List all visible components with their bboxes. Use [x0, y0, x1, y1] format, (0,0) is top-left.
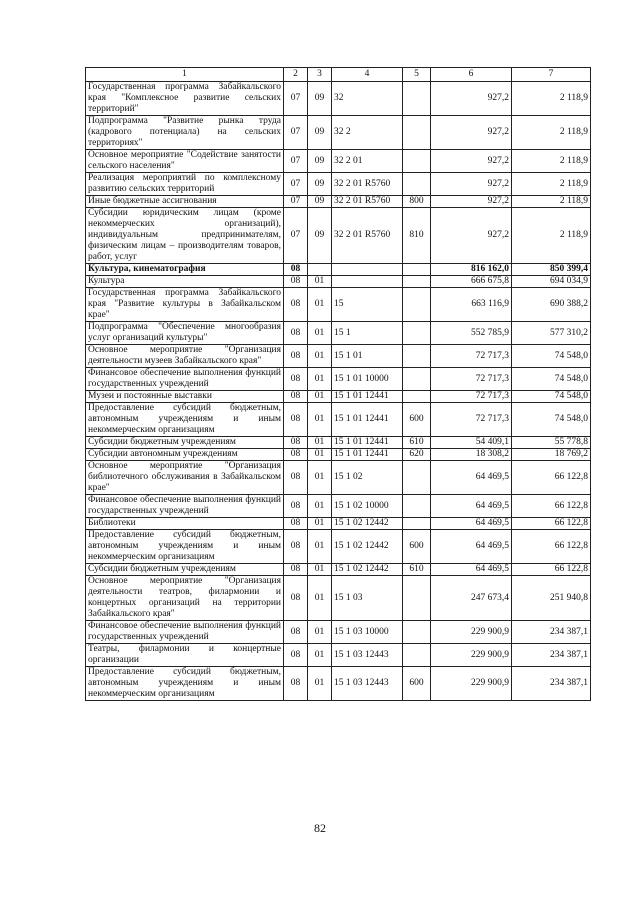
- row-amount-2: 66 122,8: [512, 530, 591, 564]
- row-amount-1: 64 469,5: [431, 564, 512, 576]
- row-target-article: 15 1 02 10000: [332, 495, 403, 518]
- row-name: Государственная программа Забайкальского края "Развитие культуры в Забайкальском крае": [86, 288, 284, 322]
- row-section: 08: [284, 391, 308, 403]
- row-section: 07: [284, 173, 308, 196]
- row-subsection: 01: [308, 564, 332, 576]
- table-row: [86, 518, 591, 530]
- row-expense-type: [403, 82, 431, 116]
- row-amount-1: 927,2: [431, 116, 512, 150]
- row-subsection: 01: [308, 621, 332, 644]
- row-amount-1: 72 717,3: [431, 391, 512, 403]
- row-section: 08: [284, 576, 308, 621]
- row-target-article: 32 2 01 R5760: [332, 173, 403, 196]
- row-target-article: 32 2: [332, 116, 403, 150]
- table-row: [86, 322, 591, 345]
- row-expense-type: 810: [403, 208, 431, 264]
- row-amount-1: 229 900,9: [431, 621, 512, 644]
- row-name: Финансовое обеспечение выполнения функций государственных учреждений: [86, 368, 284, 391]
- row-amount-1: 552 785,9: [431, 322, 512, 345]
- row-target-article: 15 1 02: [332, 461, 403, 495]
- row-amount-1: 666 675,8: [431, 276, 512, 288]
- row-expense-type: [403, 518, 431, 530]
- row-name: Музеи и постоянные выставки: [86, 391, 284, 403]
- table-row: [86, 208, 591, 264]
- row-amount-1: 64 469,5: [431, 530, 512, 564]
- row-amount-1: 927,2: [431, 150, 512, 173]
- row-expense-type: [403, 576, 431, 621]
- row-section: 08: [284, 288, 308, 322]
- row-name: Культура: [86, 276, 284, 288]
- header-col-2: 2: [284, 68, 308, 82]
- row-name: Субсидии бюджетным учреждениям: [86, 437, 284, 449]
- row-expense-type: [403, 495, 431, 518]
- row-amount-1: 72 717,3: [431, 403, 512, 437]
- row-subsection: 01: [308, 322, 332, 345]
- row-expense-type: 610: [403, 564, 431, 576]
- row-section: 08: [284, 495, 308, 518]
- table-row: [86, 530, 591, 564]
- row-amount-1: 64 469,5: [431, 495, 512, 518]
- row-amount-2: 234 387,1: [512, 667, 591, 701]
- row-target-article: 15 1 03 12443: [332, 644, 403, 667]
- row-target-article: 15 1 03: [332, 576, 403, 621]
- row-expense-type: [403, 621, 431, 644]
- table-row: [86, 196, 591, 208]
- row-expense-type: [403, 391, 431, 403]
- table-row: [86, 644, 591, 667]
- row-name: Предоставление субсидий бюджетным, автономным учреждениям и иным некоммерческим организациям: [86, 667, 284, 701]
- row-name: Подпрограмма "Обеспечение многообразия услуг организаций культуры": [86, 322, 284, 345]
- row-subsection: 01: [308, 518, 332, 530]
- row-subsection: 09: [308, 196, 332, 208]
- header-col-4: 4: [332, 68, 403, 82]
- row-amount-1: 72 717,3: [431, 368, 512, 391]
- row-name: Библиотеки: [86, 518, 284, 530]
- row-amount-2: 74 548,0: [512, 345, 591, 368]
- row-amount-2: 74 548,0: [512, 403, 591, 437]
- row-target-article: 15 1 02 12442: [332, 530, 403, 564]
- row-name: Финансовое обеспечение выполнения функций государственных учреждений: [86, 495, 284, 518]
- table-row: [86, 621, 591, 644]
- row-expense-type: [403, 461, 431, 495]
- row-expense-type: 620: [403, 449, 431, 461]
- header-col-3: 3: [308, 68, 332, 82]
- row-target-article: 15 1 02 12442: [332, 518, 403, 530]
- row-subsection: 01: [308, 403, 332, 437]
- row-section: 08: [284, 449, 308, 461]
- row-section: 07: [284, 150, 308, 173]
- row-target-article: 15 1 01 10000: [332, 368, 403, 391]
- row-amount-1: 229 900,9: [431, 667, 512, 701]
- table-row: [86, 667, 591, 701]
- table-body: [86, 82, 591, 701]
- row-amount-2: 66 122,8: [512, 495, 591, 518]
- row-expense-type: [403, 288, 431, 322]
- row-name: Субсидии юридическим лицам (кроме некоммерческих организаций), индивидуальным предпринимателям, физическим лицам – производителям товаров, работ, услуг: [86, 208, 284, 264]
- row-section: 08: [284, 461, 308, 495]
- row-subsection: 01: [308, 449, 332, 461]
- row-target-article: 32 2 01 R5760: [332, 196, 403, 208]
- row-section: 08: [284, 276, 308, 288]
- table-row: [86, 173, 591, 196]
- row-expense-type: [403, 276, 431, 288]
- row-target-article: 32: [332, 82, 403, 116]
- row-amount-2: 2 118,9: [512, 82, 591, 116]
- row-amount-2: 234 387,1: [512, 621, 591, 644]
- row-section: 08: [284, 403, 308, 437]
- row-name: Иные бюджетные ассигнования: [86, 196, 284, 208]
- row-target-article: 15 1 01 12441: [332, 403, 403, 437]
- row-subsection: 01: [308, 576, 332, 621]
- row-amount-2: 55 778,8: [512, 437, 591, 449]
- row-expense-type: 600: [403, 530, 431, 564]
- row-section: 08: [284, 322, 308, 345]
- row-expense-type: [403, 644, 431, 667]
- row-subsection: 01: [308, 667, 332, 701]
- row-expense-type: [403, 150, 431, 173]
- row-amount-1: 927,2: [431, 208, 512, 264]
- table-row: [86, 449, 591, 461]
- page-number: 82: [314, 821, 326, 835]
- row-amount-2: 850 399,4: [512, 264, 591, 276]
- row-name: Субсидии бюджетным учреждениям: [86, 564, 284, 576]
- row-subsection: 01: [308, 276, 332, 288]
- row-section: 08: [284, 368, 308, 391]
- row-target-article: 15 1 03 12443: [332, 667, 403, 701]
- row-name: Предоставление субсидий бюджетным, автономным учреждениям и иным некоммерческим организациям: [86, 403, 284, 437]
- row-amount-2: 66 122,8: [512, 564, 591, 576]
- row-name: Финансовое обеспечение выполнения функций государственных учреждений: [86, 621, 284, 644]
- row-subsection: 01: [308, 644, 332, 667]
- row-section: 08: [284, 345, 308, 368]
- budget-table: [85, 67, 591, 701]
- row-subsection: 01: [308, 288, 332, 322]
- row-target-article: 15 1 02 12442: [332, 564, 403, 576]
- row-subsection: 01: [308, 391, 332, 403]
- row-amount-1: 54 409,1: [431, 437, 512, 449]
- row-target-article: 15 1 01 12441: [332, 391, 403, 403]
- header-col-6: 6: [431, 68, 512, 82]
- table-row: [86, 576, 591, 621]
- row-amount-2: 18 769,2: [512, 449, 591, 461]
- row-subsection: 09: [308, 208, 332, 264]
- row-name: Культура, кинематография: [86, 264, 284, 276]
- row-subsection: 09: [308, 173, 332, 196]
- row-name: Основное мероприятие "Организация деятельности музеев Забайкальского края": [86, 345, 284, 368]
- row-expense-type: 610: [403, 437, 431, 449]
- row-amount-1: 663 116,9: [431, 288, 512, 322]
- row-amount-2: 2 118,9: [512, 208, 591, 264]
- row-amount-1: 229 900,9: [431, 644, 512, 667]
- table-row: [86, 264, 591, 276]
- row-amount-1: 64 469,5: [431, 461, 512, 495]
- row-section: 07: [284, 82, 308, 116]
- row-target-article: 15 1 03 10000: [332, 621, 403, 644]
- row-expense-type: 800: [403, 196, 431, 208]
- row-section: 08: [284, 564, 308, 576]
- row-name: Предоставление субсидий бюджетным, автономным учреждениям и иным некоммерческим организациям: [86, 530, 284, 564]
- row-name: Подпрограмма "Развитие рынка труда (кадрового потенциала) на сельских территориях": [86, 116, 284, 150]
- row-subsection: 01: [308, 530, 332, 564]
- header-col-5: 5: [403, 68, 431, 82]
- table-row: [86, 150, 591, 173]
- row-subsection: 01: [308, 495, 332, 518]
- table-row: [86, 345, 591, 368]
- row-section: 08: [284, 621, 308, 644]
- row-subsection: [308, 264, 332, 276]
- row-amount-1: 72 717,3: [431, 345, 512, 368]
- row-amount-2: 74 548,0: [512, 391, 591, 403]
- row-subsection: 01: [308, 345, 332, 368]
- row-subsection: 09: [308, 82, 332, 116]
- row-expense-type: [403, 173, 431, 196]
- row-section: 08: [284, 644, 308, 667]
- row-subsection: 09: [308, 116, 332, 150]
- row-amount-1: 64 469,5: [431, 518, 512, 530]
- row-subsection: 01: [308, 437, 332, 449]
- row-target-article: 15 1 01 12441: [332, 449, 403, 461]
- row-subsection: 01: [308, 368, 332, 391]
- row-name: Субсидии автономным учреждениям: [86, 449, 284, 461]
- row-section: 08: [284, 530, 308, 564]
- row-target-article: 32 2 01 R5760: [332, 208, 403, 264]
- header-row: [86, 68, 591, 82]
- row-amount-2: 2 118,9: [512, 150, 591, 173]
- header-col-7: 7: [512, 68, 591, 82]
- header-col-1: 1: [86, 68, 284, 82]
- row-section: 08: [284, 518, 308, 530]
- table-row: [86, 288, 591, 322]
- row-expense-type: [403, 264, 431, 276]
- table-row: [86, 437, 591, 449]
- row-expense-type: 600: [403, 667, 431, 701]
- row-amount-2: 690 388,2: [512, 288, 591, 322]
- row-section: 07: [284, 196, 308, 208]
- row-amount-2: 2 118,9: [512, 116, 591, 150]
- row-amount-2: 2 118,9: [512, 196, 591, 208]
- table-row: [86, 116, 591, 150]
- row-name: Реализация мероприятий по комплексному развитию сельских территорий: [86, 173, 284, 196]
- row-amount-2: 74 548,0: [512, 368, 591, 391]
- table-row: [86, 82, 591, 116]
- row-target-article: 15 1 01: [332, 345, 403, 368]
- row-section: 07: [284, 116, 308, 150]
- row-target-article: 15 1 01 12441: [332, 437, 403, 449]
- row-subsection: 09: [308, 150, 332, 173]
- table-row: [86, 461, 591, 495]
- row-expense-type: [403, 345, 431, 368]
- row-section: 08: [284, 264, 308, 276]
- row-name: Основное мероприятие "Организация деятельности театров, филармонии и концертных организаций на территории Забайкальского края": [86, 576, 284, 621]
- row-expense-type: [403, 368, 431, 391]
- row-amount-1: 927,2: [431, 82, 512, 116]
- table-row: [86, 495, 591, 518]
- row-amount-2: 234 387,1: [512, 644, 591, 667]
- row-amount-1: 18 308,2: [431, 449, 512, 461]
- row-section: 08: [284, 437, 308, 449]
- row-expense-type: [403, 116, 431, 150]
- table-row: [86, 276, 591, 288]
- row-name: Основное мероприятие "Содействие занятости сельского населения": [86, 150, 284, 173]
- row-amount-2: 577 310,2: [512, 322, 591, 345]
- row-target-article: 32 2 01: [332, 150, 403, 173]
- row-amount-2: 66 122,8: [512, 461, 591, 495]
- row-target-article: 15: [332, 288, 403, 322]
- row-target-article: [332, 264, 403, 276]
- table-row: [86, 368, 591, 391]
- row-target-article: [332, 276, 403, 288]
- row-target-article: 15 1: [332, 322, 403, 345]
- row-subsection: 01: [308, 461, 332, 495]
- row-expense-type: [403, 322, 431, 345]
- row-amount-1: 927,2: [431, 173, 512, 196]
- row-amount-2: 694 034,9: [512, 276, 591, 288]
- row-amount-2: 2 118,9: [512, 173, 591, 196]
- row-expense-type: 600: [403, 403, 431, 437]
- row-section: 08: [284, 667, 308, 701]
- table-row: [86, 391, 591, 403]
- table-row: [86, 403, 591, 437]
- row-section: 07: [284, 208, 308, 264]
- row-name: Основное мероприятие "Организация библиотечного обслуживания в Забайкальском крае": [86, 461, 284, 495]
- row-name: Государственная программа Забайкальского края "Комплексное развитие сельских территорий": [86, 82, 284, 116]
- row-amount-2: 66 122,8: [512, 518, 591, 530]
- row-amount-1: 247 673,4: [431, 576, 512, 621]
- row-amount-1: 816 162,0: [431, 264, 512, 276]
- table-row: [86, 564, 591, 576]
- row-name: Театры, филармонии и концертные организации: [86, 644, 284, 667]
- row-amount-2: 251 940,8: [512, 576, 591, 621]
- row-amount-1: 927,2: [431, 196, 512, 208]
